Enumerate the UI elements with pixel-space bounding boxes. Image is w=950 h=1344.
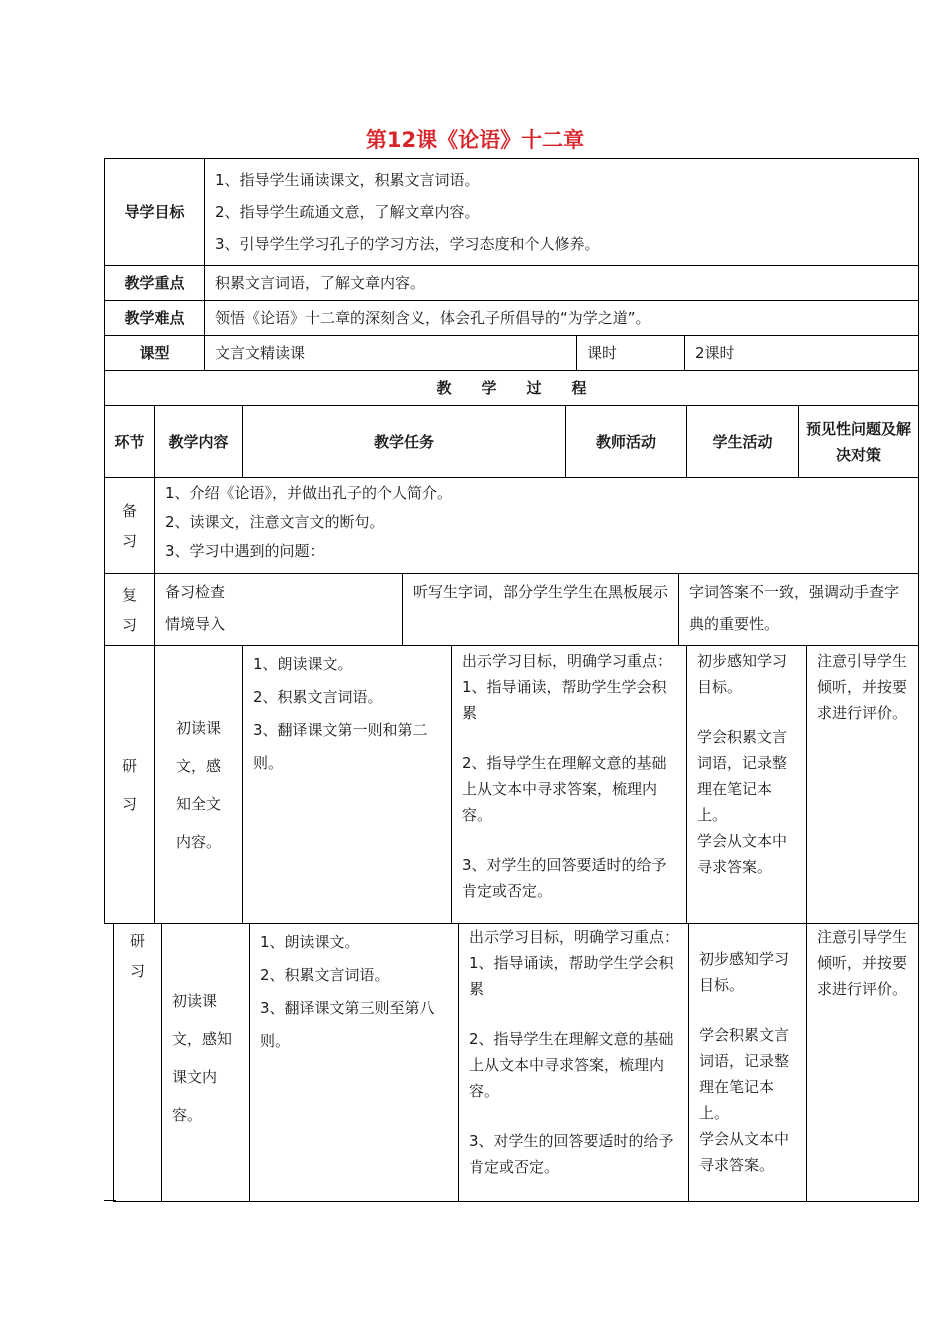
bottom-rule — [104, 1200, 116, 1201]
study2-table — [113, 923, 919, 1202]
task-item: 3、翻译课文第三则至第八则。 — [260, 999, 435, 1050]
student-item: 学会从文本中寻求答案。 — [697, 832, 788, 876]
col-content: 教学内容 — [155, 406, 243, 478]
study2-anticipated: 注意引导学生倾听，并按要求进行评价。 — [807, 924, 919, 1202]
difficulties-label: 教学难点 — [105, 301, 205, 336]
review-content-item: 备习检查 — [165, 583, 226, 601]
teacher-item: 2、指导学生在理解文意的基础上从文本中寻求答案，梳理内容。 — [462, 754, 667, 824]
teacher-item: 2、指导学生在理解文意的基础上从文本中寻求答案，梳理内容。 — [469, 1030, 674, 1100]
study2-stage: 研习 — [114, 924, 162, 1202]
lesson-info-table — [104, 158, 919, 406]
task-item: 2、积累文言词语。 — [260, 966, 390, 984]
key-points-label: 教学重点 — [105, 266, 205, 301]
review-content-item: 情境导入 — [165, 615, 226, 633]
teacher-item: 1、指导诵读，帮助学生学会积累 — [469, 954, 674, 998]
task-item: 3、翻译课文第一则和第二则。 — [253, 721, 428, 772]
review-anticipated: 字词答案不一致，强调动手查字典的重要性。 — [679, 574, 919, 646]
study2-tasks — [250, 924, 459, 1202]
preview-item: 3、学习中遇到的问题： — [165, 542, 325, 560]
review-stage: 复习 — [105, 574, 155, 646]
process-title: 教 学 过 程 — [105, 371, 919, 406]
hours-value: 2课时 — [685, 336, 919, 371]
teacher-item: 出示学习目标，明确学习重点： — [462, 652, 673, 670]
study1-stage: 研习 — [105, 646, 155, 924]
task-item: 2、积累文言词语。 — [253, 688, 383, 706]
study1-student — [687, 646, 807, 924]
student-item: 初步感知学习目标。 — [697, 652, 788, 696]
col-student: 学生活动 — [687, 406, 799, 478]
objective-item: 1、指导学生诵读课文，积累文言词语。 — [215, 171, 480, 189]
col-stage: 环节 — [105, 406, 155, 478]
study2-content: 初读课文，感知课文内容。 — [162, 924, 250, 1202]
objective-item: 3、引导学生学习孔子的学习方法，学习态度和个人修养。 — [215, 235, 600, 253]
student-item: 学会积累文言词语，记录整理在笔记本上。 — [699, 1026, 790, 1122]
objectives-label: 导学目标 — [105, 159, 205, 266]
study1-teacher — [452, 646, 687, 924]
student-item: 学会积累文言词语，记录整理在笔记本上。 — [697, 728, 788, 824]
student-item: 学会从文本中寻求答案。 — [699, 1130, 790, 1174]
review-content — [155, 574, 403, 646]
study1-anticipated: 注意引导学生倾听，并按要求进行评价。 — [807, 646, 919, 924]
key-points-text: 积累文言词语，了解文章内容。 — [205, 266, 919, 301]
lesson-type-row — [105, 336, 919, 371]
difficulties-text: 领悟《论语》十二章的深刻含义，体会孔子所倡导的“为学之道”。 — [205, 301, 919, 336]
teacher-item: 出示学习目标，明确学习重点： — [469, 928, 680, 946]
student-item: 初步感知学习目标。 — [699, 950, 790, 994]
teacher-item: 3、对学生的回答要适时的给予肯定或否定。 — [469, 1132, 674, 1176]
objective-item: 2、指导学生疏通文意，了解文章内容。 — [215, 203, 480, 221]
study1-content: 初读课文，感知全文内容。 — [155, 646, 243, 924]
page-title: 第12课《论语》十二章 — [365, 128, 585, 152]
study2-teacher — [459, 924, 689, 1202]
hours-label: 课时 — [577, 336, 685, 371]
task-item: 1、朗读课文。 — [253, 655, 353, 673]
col-task: 教学任务 — [243, 406, 566, 478]
task-item: 1、朗读课文。 — [260, 933, 360, 951]
lesson-type-label: 课型 — [105, 336, 205, 371]
preview-items — [155, 478, 919, 574]
process-header-table — [104, 405, 919, 478]
teacher-item: 3、对学生的回答要适时的给予肯定或否定。 — [462, 856, 667, 900]
review-table — [104, 573, 919, 646]
col-teacher: 教师活动 — [566, 406, 687, 478]
process-title-row — [105, 371, 919, 406]
difficulties-row — [105, 301, 919, 336]
lesson-type-value: 文言文精读课 — [205, 336, 577, 371]
preview-table — [104, 477, 919, 574]
study2-student — [689, 924, 807, 1202]
study1-tasks — [243, 646, 452, 924]
preview-item: 1、介绍《论语》，并做出孔子的个人简介。 — [165, 484, 453, 502]
preview-stage: 备习 — [105, 478, 155, 574]
objectives-list — [205, 159, 919, 266]
review-teacher: 听写生字词，部分学生学生在黑板展示 — [403, 574, 679, 646]
key-points-row — [105, 266, 919, 301]
col-anticipated: 预见性问题及解决对策 — [799, 406, 919, 478]
preview-item: 2、读课文，注意文言文的断句。 — [165, 513, 385, 531]
study1-table — [104, 645, 919, 924]
teacher-item: 1、指导诵读，帮助学生学会积累 — [462, 678, 667, 722]
objectives-row — [105, 159, 919, 266]
